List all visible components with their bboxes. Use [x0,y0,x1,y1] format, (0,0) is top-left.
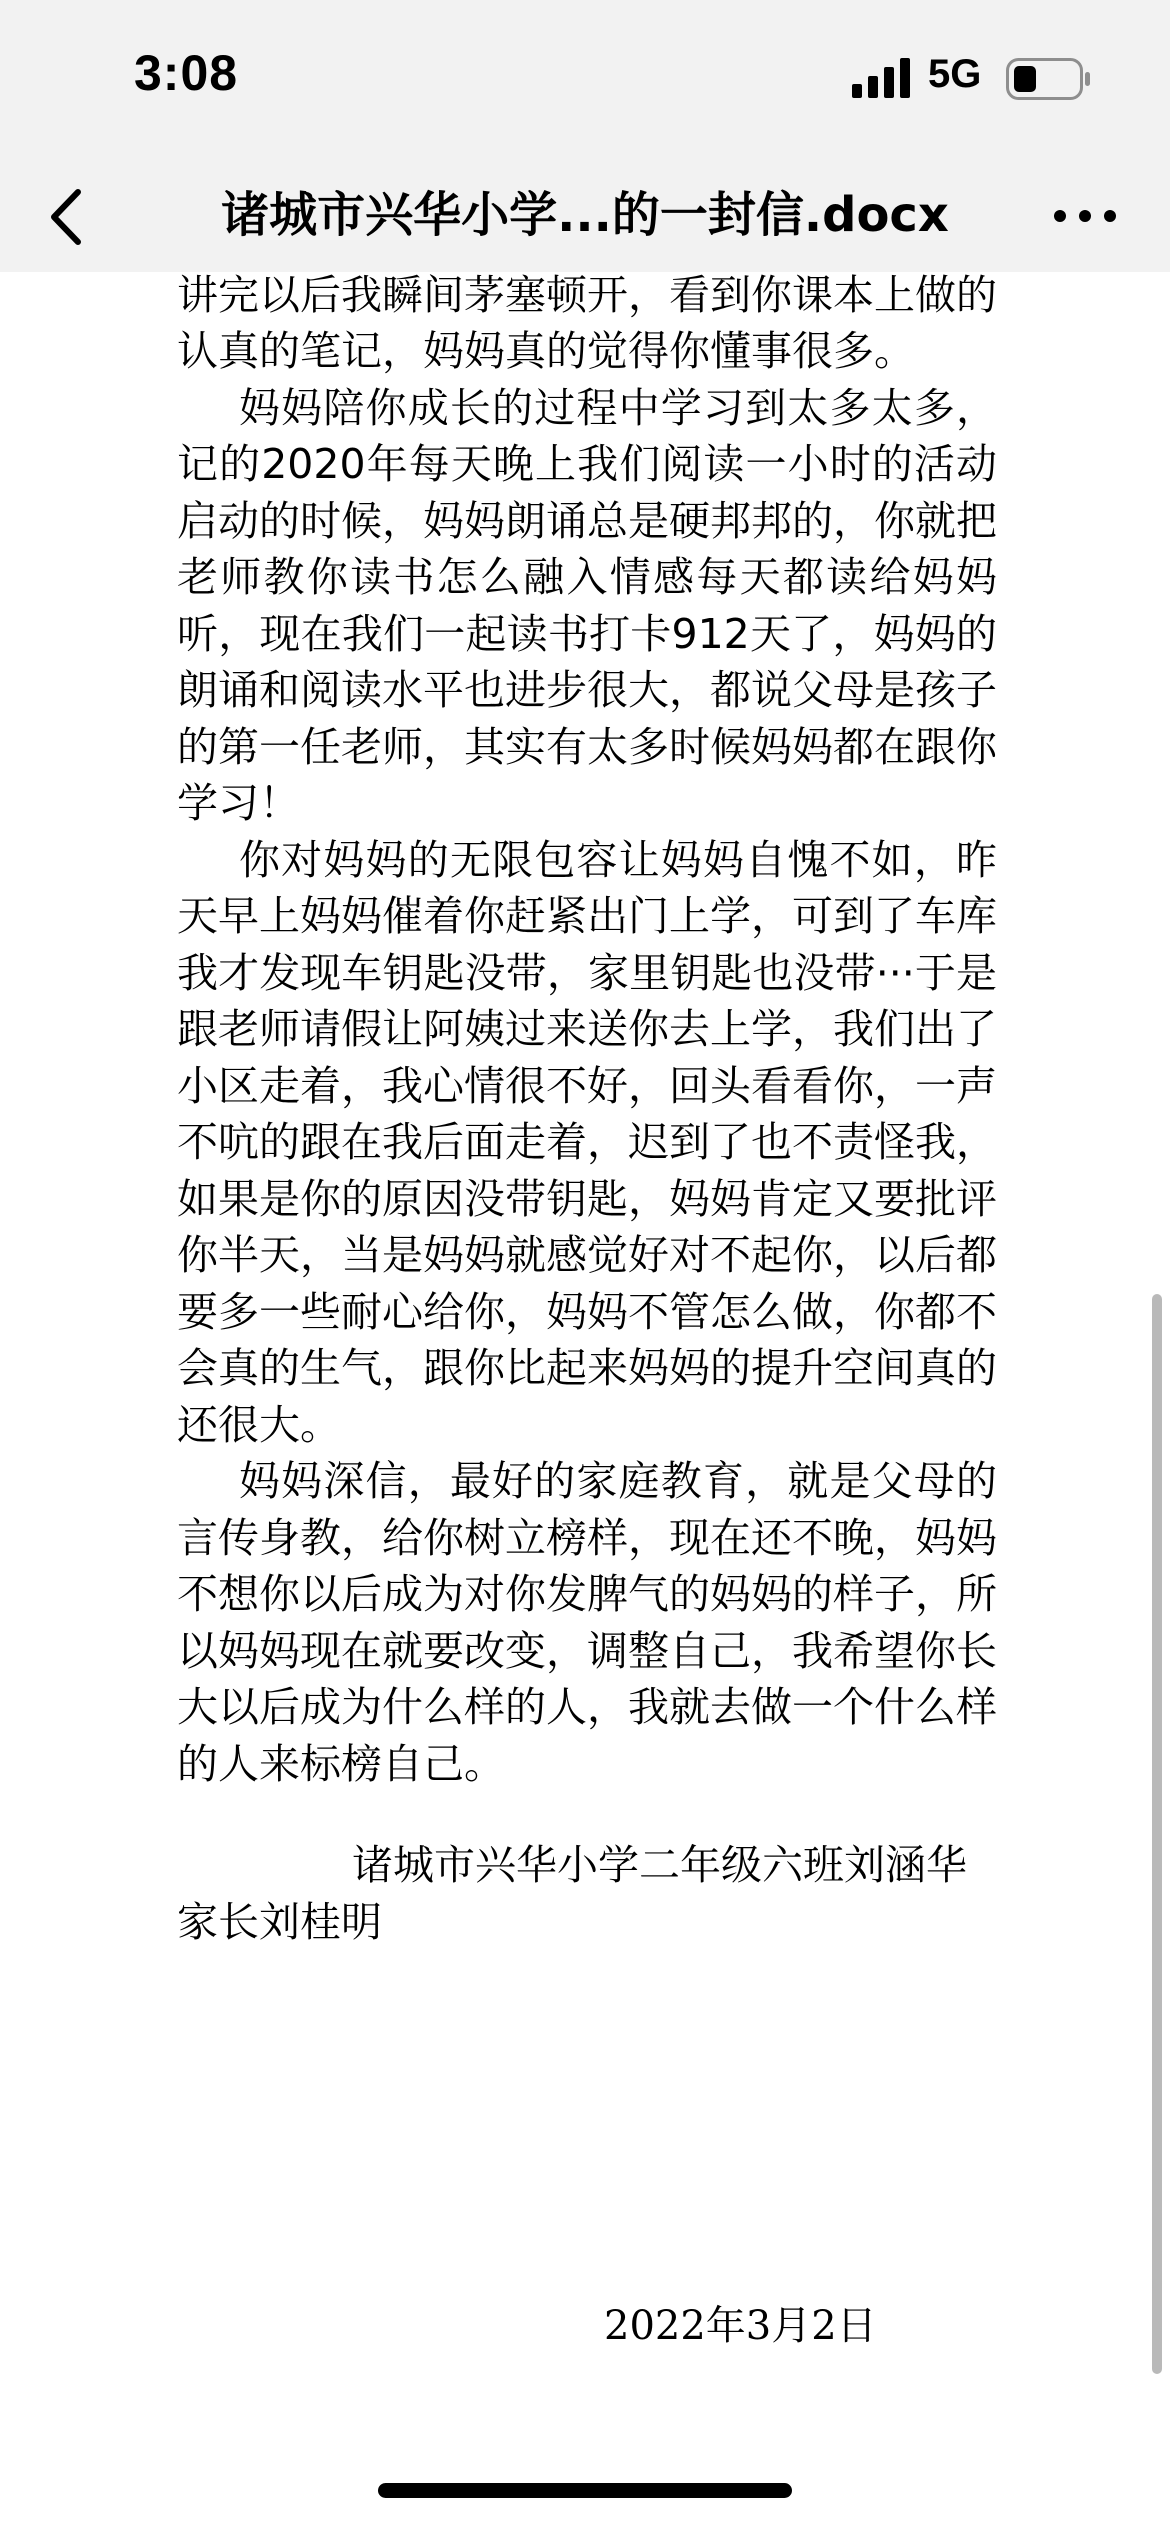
status-bar [0,0,1170,160]
paragraph: 妈妈深信，最好的家庭教育，就是父母的言传身教，给你树立榜样，现在还不晚，妈妈不想你以后成为对你发脾气的妈妈的样子，所以妈妈现在就要改变，调整自己，我希望你长大以后成为什么样的人，我就去做一个什么样的人来标榜自己。 [177,1457,997,1788]
battery-icon [1006,58,1092,100]
chevron-left-icon[interactable] [42,182,92,252]
document-viewer[interactable] [0,272,1170,2532]
home-indicator[interactable] [378,2483,792,2498]
document-text [177,272,997,1950]
paragraph: 你对妈妈的无限包容让妈妈自愧不如，昨天早上妈妈催着你赶紧出门上学，可到了车库我才发现车钥匙没带，家里钥匙也没带···于是跟老师请假让阿姨过来送你去上学，我们出了小区走着，我心情很不好，回头看看你，一声不吭的跟在我后面走着，迟到了也不责怪我，如果是你的原因没带钥匙，妈妈肯定又要批评你半天，当是妈妈就感觉好对不起你，以后都要多一些耐心给你，妈妈不管怎么做，你都不会真的生气，跟你比起来妈妈的提升空间真的还很大。 [177,835,997,1449]
paragraph: 妈妈陪你成长的过程中学习到太多太多，记的2020年每天晚上我们阅读一小时的活动启动的时候，妈妈朗诵总是硬邦邦的，你就把老师教你读书怎么融入情感每天都读给妈妈听，现在我们一起读书打卡912天了，妈妈的朗诵和阅读水平也进步很大，都说父母是孩子的第一任老师，其实有太多时候妈妈都在跟你学习！ [177,383,997,827]
paragraph: 讲完以后我瞬间茅塞顿开，看到你课本上做的认真的笔记，妈妈真的觉得你懂事很多。 [177,272,997,375]
scrollbar-thumb[interactable] [1152,1294,1162,2374]
status-time: 3:08 [134,45,239,101]
navigation-bar [0,160,1170,272]
letter-date: 2022年3月2日 [604,2303,877,2349]
document-title: 诸城市兴华小学...的一封信.docx [221,187,949,243]
cellular-signal-icon [852,58,912,98]
more-horizontal-icon[interactable] [1050,198,1120,234]
network-type-label: 5G [928,52,982,96]
signature: 诸城市兴华小学二年级六班刘涵华家长刘桂明 [177,1841,967,1946]
